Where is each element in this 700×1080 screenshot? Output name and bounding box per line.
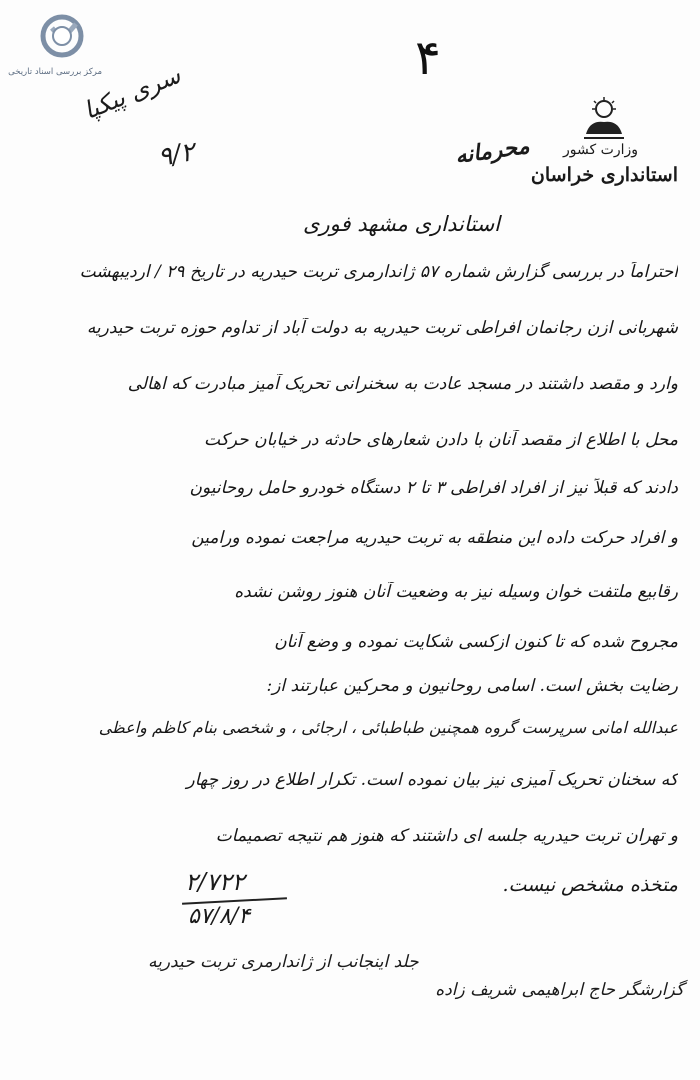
document-date: ۵۷/۸/۴ xyxy=(188,904,251,929)
body-line-8: رقابیع ملتفت خوان وسیله نیز به وضعیت آنان هنوز روشن نشده xyxy=(234,582,678,602)
body-line-12: که سخنان تحریک آمیزی نیز بیان نموده است. تکرار اطلاع در روز چهار xyxy=(186,770,678,790)
confidential-stamp: محرمانه xyxy=(453,132,531,170)
lion-and-sun-emblem xyxy=(578,96,630,147)
lion-sun-icon xyxy=(578,96,630,142)
signature-left: جلد اینجانب از ژاندارمری تربت حیدریه xyxy=(148,952,419,972)
body-line-1: استانداری مشهد فوری xyxy=(303,212,500,236)
body-line-14: متخذه مشخص نیست. xyxy=(502,874,678,896)
body-line-2: احتراماً در بررسی گزارش شماره ۵۷ ژاندارمری تربت حیدریه در تاریخ ۲۹ / اردیبهشت xyxy=(79,262,678,282)
body-line-6: دادند که قبلاً نیز از افراد افراطی ۳ تا ۲ دستگاه خودرو حامل روحانیون xyxy=(189,478,678,498)
body-line-10: رضایت بخش است. اسامی روحانیون و محرکین عبارتند از: xyxy=(266,676,678,696)
top-left-number: ۹/۲ xyxy=(155,137,198,173)
top-left-note: سری پیکپا xyxy=(79,60,185,125)
archive-logo-icon xyxy=(22,14,102,60)
ministry-label: وزارت کشور xyxy=(563,142,638,158)
signature-right: گزارشگر حاج ابراهیمی شریف زاده xyxy=(435,980,684,1000)
watermark-text: مرکز بررسی اسناد تاریخی xyxy=(8,67,102,77)
body-line-7: و افراد حرکت داده این منطقه به تربت حیدریه مراجعت نموده ورامین xyxy=(191,528,678,548)
watermark-logo xyxy=(8,14,102,77)
body-line-3: شهربانی ازن رجانمان افراطی تربت حیدریه به دولت آباد از تداوم حوزه تربت حیدریه xyxy=(86,318,678,338)
reference-number: ۲/۷۲۲ xyxy=(185,868,245,896)
body-line-13: و تهران تربت حیدریه جلسه ای داشتند که هنوز هم نتیجه تصمیمات xyxy=(215,826,678,846)
page-number: ۴ xyxy=(415,30,441,86)
body-line-5: محل با اطلاع از مقصد آنان با دادن شعارهای حادثه در خیابان حرکت xyxy=(204,430,678,450)
body-line-9: مجروح شده که تا کنون ازکسی شکایت نموده و وضع آنان xyxy=(274,632,678,652)
body-line-4: وارد و مقصد داشتند در مسجد عادت به سخنرانی تحریک آمیز مبادرت که اهالی xyxy=(127,374,678,394)
body-line-11: عبدالله امانی سرپرست گروه همچنین طباطبائی ، ارجائی ، و شخصی بنام کاظم واعظی xyxy=(98,718,678,737)
governorate-label: استانداری خراسان xyxy=(530,164,678,186)
